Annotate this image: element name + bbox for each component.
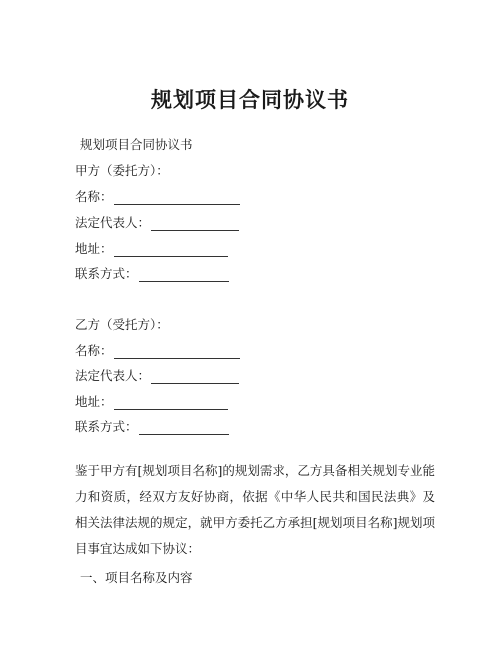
party-a-contact-label: 联系方式： [75,266,138,281]
party-b-address-blank [114,397,228,410]
document-title: 规划项目合同协议书 [151,87,349,112]
party-a-rep-field [75,215,239,231]
party-b-name-blank [114,346,240,359]
party-b-name-field [75,343,240,359]
party-a-contact-blank [139,269,229,282]
party-b-contact-label: 联系方式： [75,419,138,434]
party-a-address-label: 地址： [75,241,113,256]
party-a-heading: 甲方（委托方）： [75,163,169,178]
party-b-heading: 乙方（受托方）： [75,317,169,332]
document-subtitle: 规划项目合同协议书 [80,137,193,152]
party-a-address-blank [114,244,228,257]
party-b-contact-field [75,419,229,435]
party-b-rep-field [75,368,239,384]
party-b-rep-label: 法定代表人： [75,368,151,383]
party-b-name-label: 名称： [75,343,113,358]
party-b-address-label: 地址： [75,394,113,409]
section-1-heading: 一、项目名称及内容 [80,570,193,585]
preamble-paragraph: 鉴于甲方有[规划项目名称]的规划需求，乙方具备相关规划专业能力和资质，经双方友好协商，依据《中华人民共和国民法典》及相关法律法规的规定，就甲方委托乙方承担[规划项目名称]规划项目事宜达成如下协议： [75,463,435,556]
party-b-address-field [75,394,228,410]
party-b-rep-blank [151,371,239,384]
party-a-rep-blank [151,218,239,231]
party-b-contact-blank [139,422,229,435]
party-a-name-field [75,189,240,205]
party-a-name-label: 名称： [75,189,113,204]
party-a-rep-label: 法定代表人： [75,215,151,230]
party-a-contact-field [75,266,229,282]
party-a-name-blank [114,192,240,205]
party-a-address-field [75,241,228,257]
